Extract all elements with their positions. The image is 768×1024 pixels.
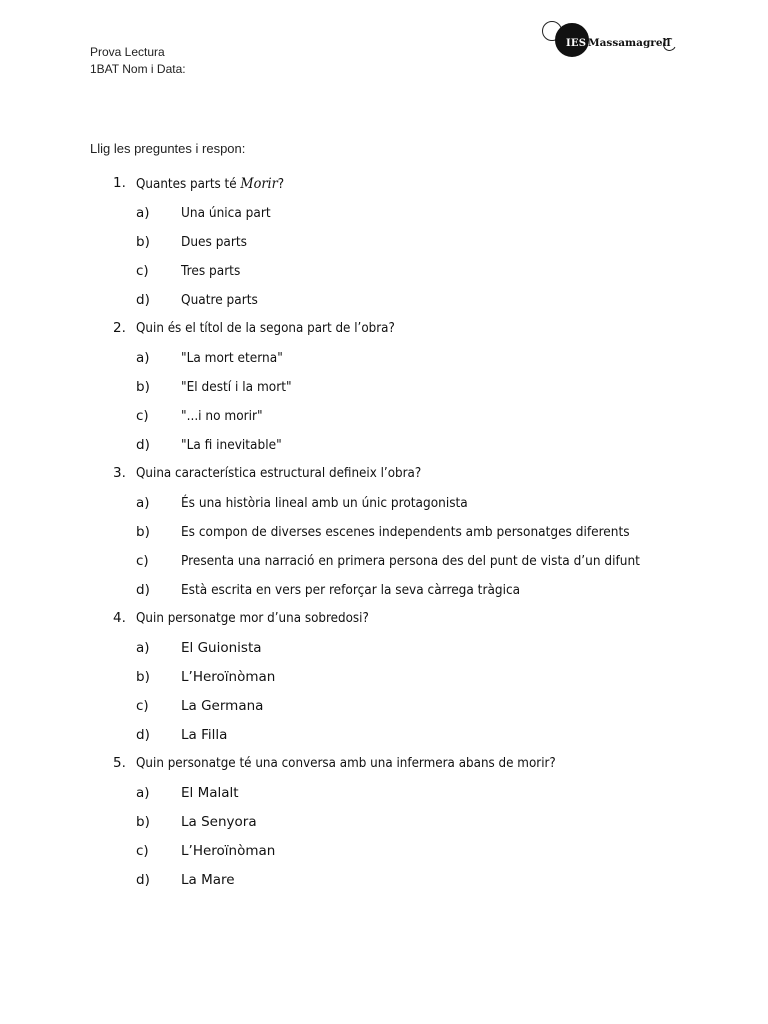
option-letter: d) [136,727,150,743]
answer-option[interactable] [0,492,768,521]
option-letter: a) [136,640,150,656]
option-text: Presenta una narració en primera persona des del punt de vista d’un difunt [181,553,640,569]
option-letter: b) [136,234,150,250]
answer-option[interactable] [0,347,768,376]
logo-name: Massamagrell [588,37,671,49]
question-text-suffix: ? [277,177,285,192]
header-title: Prova Lectura [90,45,165,59]
question-number: 4. [113,610,126,626]
option-letter: b) [136,379,150,395]
question-5 [0,753,768,782]
option-letter: a) [136,205,150,221]
question-text-prefix: Quantes parts té [136,177,241,192]
option-text: Es compon de diverses escenes independents amb personatges diferents [181,524,630,540]
question-2 [0,318,768,347]
question-text: Quin personatge mor d’una sobredosi? [136,611,369,626]
option-letter: a) [136,785,150,801]
option-text: "La fi inevitable" [181,437,282,453]
school-logo [540,18,680,62]
option-text: Tres parts [181,263,241,279]
option-text: "...i no morir" [181,408,263,424]
option-letter: c) [136,263,149,279]
option-text: La Senyora [181,814,257,830]
logo-abbrev: IES [566,38,587,49]
answer-option[interactable] [0,782,768,811]
question-number: 3. [113,465,126,481]
option-text: És una història lineal amb un únic protagonista [181,495,468,511]
option-letter: d) [136,437,150,453]
option-letter: a) [136,495,150,511]
answer-option[interactable] [0,666,768,695]
option-text: L’Heroïnòman [181,669,276,685]
question-list [0,173,768,898]
option-text: La Germana [181,698,264,714]
option-letter: b) [136,814,150,830]
option-letter: b) [136,524,150,540]
answer-option[interactable] [0,231,768,260]
option-text: Està escrita en vers per reforçar la seva càrrega tràgica [181,582,521,598]
question-text-title: Morir [240,176,278,192]
answer-option[interactable] [0,840,768,869]
answer-option[interactable] [0,550,768,579]
option-letter: c) [136,698,149,714]
option-text: El Malalt [181,785,239,801]
option-letter: c) [136,553,149,569]
question-4 [0,608,768,637]
option-text: La Mare [181,872,235,888]
document-header [90,44,186,78]
question-number: 1. [113,175,126,191]
answer-option[interactable] [0,434,768,463]
question-text: Quina característica estructural defineix l’obra? [136,466,422,481]
option-text: Quatre parts [181,292,258,308]
option-letter: b) [136,669,150,685]
answer-option[interactable] [0,637,768,666]
answer-option[interactable] [0,260,768,289]
question-3 [0,463,768,492]
question-text: Quin és el títol de la segona part de l’obra? [136,321,395,336]
option-letter: d) [136,292,150,308]
option-letter: d) [136,582,150,598]
option-text: Dues parts [181,234,247,250]
answer-option[interactable] [0,202,768,231]
answer-option[interactable] [0,695,768,724]
option-letter: d) [136,872,150,888]
question-text: Quin personatge té una conversa amb una infermera abans de morir? [136,756,556,771]
question-text [136,176,284,192]
question-number: 5. [113,755,126,771]
header-student-line: 1BAT Nom i Data: [90,62,186,76]
option-text: "La mort eterna" [181,350,283,366]
option-text: L’Heroïnòman [181,843,276,859]
answer-option[interactable] [0,289,768,318]
answer-option[interactable] [0,376,768,405]
question-number: 2. [113,320,126,336]
option-letter: c) [136,843,149,859]
instruction-text: Llig les preguntes i respon: [90,141,246,156]
answer-option[interactable] [0,811,768,840]
option-text: La Filla [181,727,228,743]
option-text: Una única part [181,205,271,221]
option-letter: a) [136,350,150,366]
answer-option[interactable] [0,579,768,608]
answer-option[interactable] [0,724,768,753]
answer-option[interactable] [0,521,768,550]
question-1 [0,173,768,202]
answer-option[interactable] [0,869,768,898]
option-text: "El destí i la mort" [181,379,292,395]
option-letter: c) [136,408,149,424]
option-text: El Guionista [181,640,262,656]
answer-option[interactable] [0,405,768,434]
